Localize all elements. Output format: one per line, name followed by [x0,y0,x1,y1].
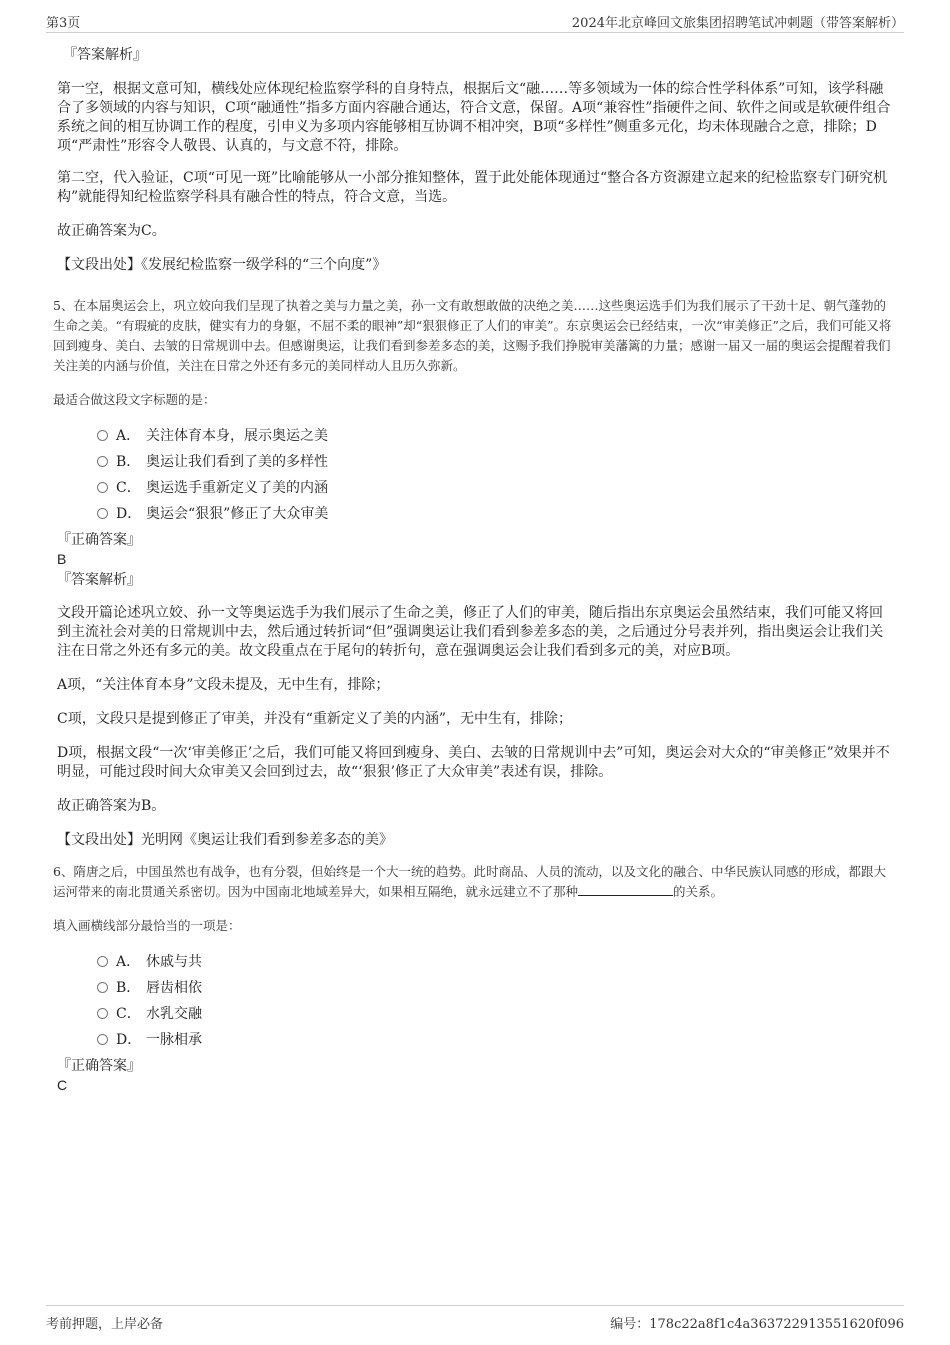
option-b[interactable]: B． 奥运让我们看到了美的多样性 [97,449,892,475]
radio-icon[interactable] [97,430,108,441]
analysis-paragraph: D项，根据文段“一次‘审美修正’之后，我们可能又将回到瘦身、美白、去皱的日常规训中去”可知，奥运会对大众的“审美修正”效果并不明显，可能过段时间大众审美又会回到过去，故“‘狠狠’修正了大众审美”表述有误，排除。 [57,745,890,780]
document-title: 2024年北京峰回文旅集团招聘笔试冲刺题（带答案解析） [571,16,904,31]
page-number: 第3页 [46,16,81,31]
radio-icon[interactable] [97,1008,108,1019]
answer-conclusion: 故正确答案为B。 [57,798,166,814]
correct-answer-label: 『正确答案』 [57,1058,141,1074]
radio-icon[interactable] [97,1034,108,1045]
correct-answer-label: 『正确答案』 [57,532,141,548]
option-c[interactable]: C． 奥运选手重新定义了美的内涵 [97,475,892,501]
page-header [46,8,904,33]
option-c[interactable]: C． 水乳交融 [97,1001,892,1027]
analysis-paragraph: A项，“关注体育本身”文段未提及，无中生有，排除； [57,677,390,693]
options-list [57,423,892,527]
radio-icon[interactable] [97,982,108,993]
radio-icon[interactable] [97,508,108,519]
option-b[interactable]: B． 唇齿相依 [97,975,892,1001]
question-text: 6、隋唐之后，中国虽然也有战争，也有分裂，但始终是一个大一统的趋势。此时商品、人员的流动，以及文化的融合、中华民族认同感的形成，都跟大运河带来的南北贯通关系密切。因为中国南北地域差异大，如果相互隔绝，就永远建立不了那种 的关系。 [53,864,886,899]
option-a[interactable]: A． 休戚与共 [97,949,892,975]
options-list [57,949,892,1053]
answer-analysis-label: 『答案解析』 [63,47,147,63]
option-d[interactable]: D． 一脉相承 [97,1027,892,1053]
answer-analysis-label: 『答案解析』 [57,572,141,588]
question-text: 5、在本届奥运会上，巩立姣向我们呈现了执着之美与力量之美，孙一文有敢想敢做的决绝之美……这些奥运选手们为我们展示了干劲十足、朝气蓬勃的生命之美。“有瑕疵的皮肤，健实有力的身躯，不屈不柔的眼神”却“狠狠修正了人们的审美”。东京奥运会已经结束，一次“审美修正”之后，我们可能又将回到瘦身、美白、去皱的日常规训中去。但感谢奥运，让我们看到参差多态的美，这赐予我们挣脱审美藩篱的力量；感谢一届又一届的奥运会提醒着我们关注美的内涵与价值，关注在日常之外还有多元的美同样动人且历久弥新。 [53,298,892,373]
correct-answer: B [57,551,67,567]
correct-answer: C [57,1077,68,1093]
radio-icon[interactable] [97,482,108,493]
analysis-paragraph: 第二空，代入验证，C项“可见一斑”比喻能够从一小部分推知整体，置于此处能体现通过“整合各方资源建立起来的纪检监察专门研究机构”就能得知纪检监察学科具有融合性的特点，符合文意，当选。 [57,170,888,205]
analysis-paragraph: 第一空，根据文意可知，横线处应体现纪检监察学科的自身特点，根据后文“融……等多领域为一体的综合性学科体系”可知，该学科融合了多领域的内容与知识，C项“融通性”指多方面内容融合通达，符合文意，保留。A项“兼容性”指硬件之间、软件之间或是软硬件组合系统之间的相互协调工作的程度，引申义为多项内容能够相互协调不相冲突，B项“多样性”侧重多元化，均未体现融合之意，排除；D项“严肃性”形容令人敬畏、认真的，与文意不符，排除。 [57,81,891,154]
document-id: 编号：178c22a8f1c4a363722913551620f096 [610,1317,904,1332]
radio-icon[interactable] [97,456,108,467]
question-prompt: 最适合做这段文字标题的是： [53,392,216,407]
footer-slogan: 考前押题，上岸必备 [46,1317,164,1332]
source-citation: 【文段出处】《发展纪检监察一级学科的“三个向度”》 [57,257,387,273]
question-prompt: 填入画横线部分最恰当的一项是： [53,918,241,933]
radio-icon[interactable] [97,956,108,967]
answer-conclusion: 故正确答案为C。 [57,223,166,239]
source-citation: 【文段出处】光明网《奥运让我们看到参差多态的美》 [57,832,393,848]
page-content [53,46,892,1095]
fill-blank [578,885,673,896]
analysis-paragraph: C项，文段只是提到修正了审美，并没有“重新定义了美的内涵”，无中生有，排除； [57,711,573,727]
analysis-paragraph: 文段开篇论述巩立姣、孙一文等奥运选手为我们展示了生命之美，修正了人们的审美，随后指出东京奥运会虽然结束，我们可能又将回到主流社会对美的日常规训中去，然后通过转折词“但”强调奥运让我们看到参差多态的美，之后通过分号表并列，指出奥运会让我们关注在日常之外还有多元的美。故文段重点在于尾句的转折句，意在强调奥运会让我们看到多元的美，对应B项。 [57,605,884,659]
option-a[interactable]: A． 关注体育本身，展示奥运之美 [97,423,892,449]
option-d[interactable]: D． 奥运会“狠狠”修正了大众审美 [97,501,892,527]
page-footer [46,1305,904,1332]
